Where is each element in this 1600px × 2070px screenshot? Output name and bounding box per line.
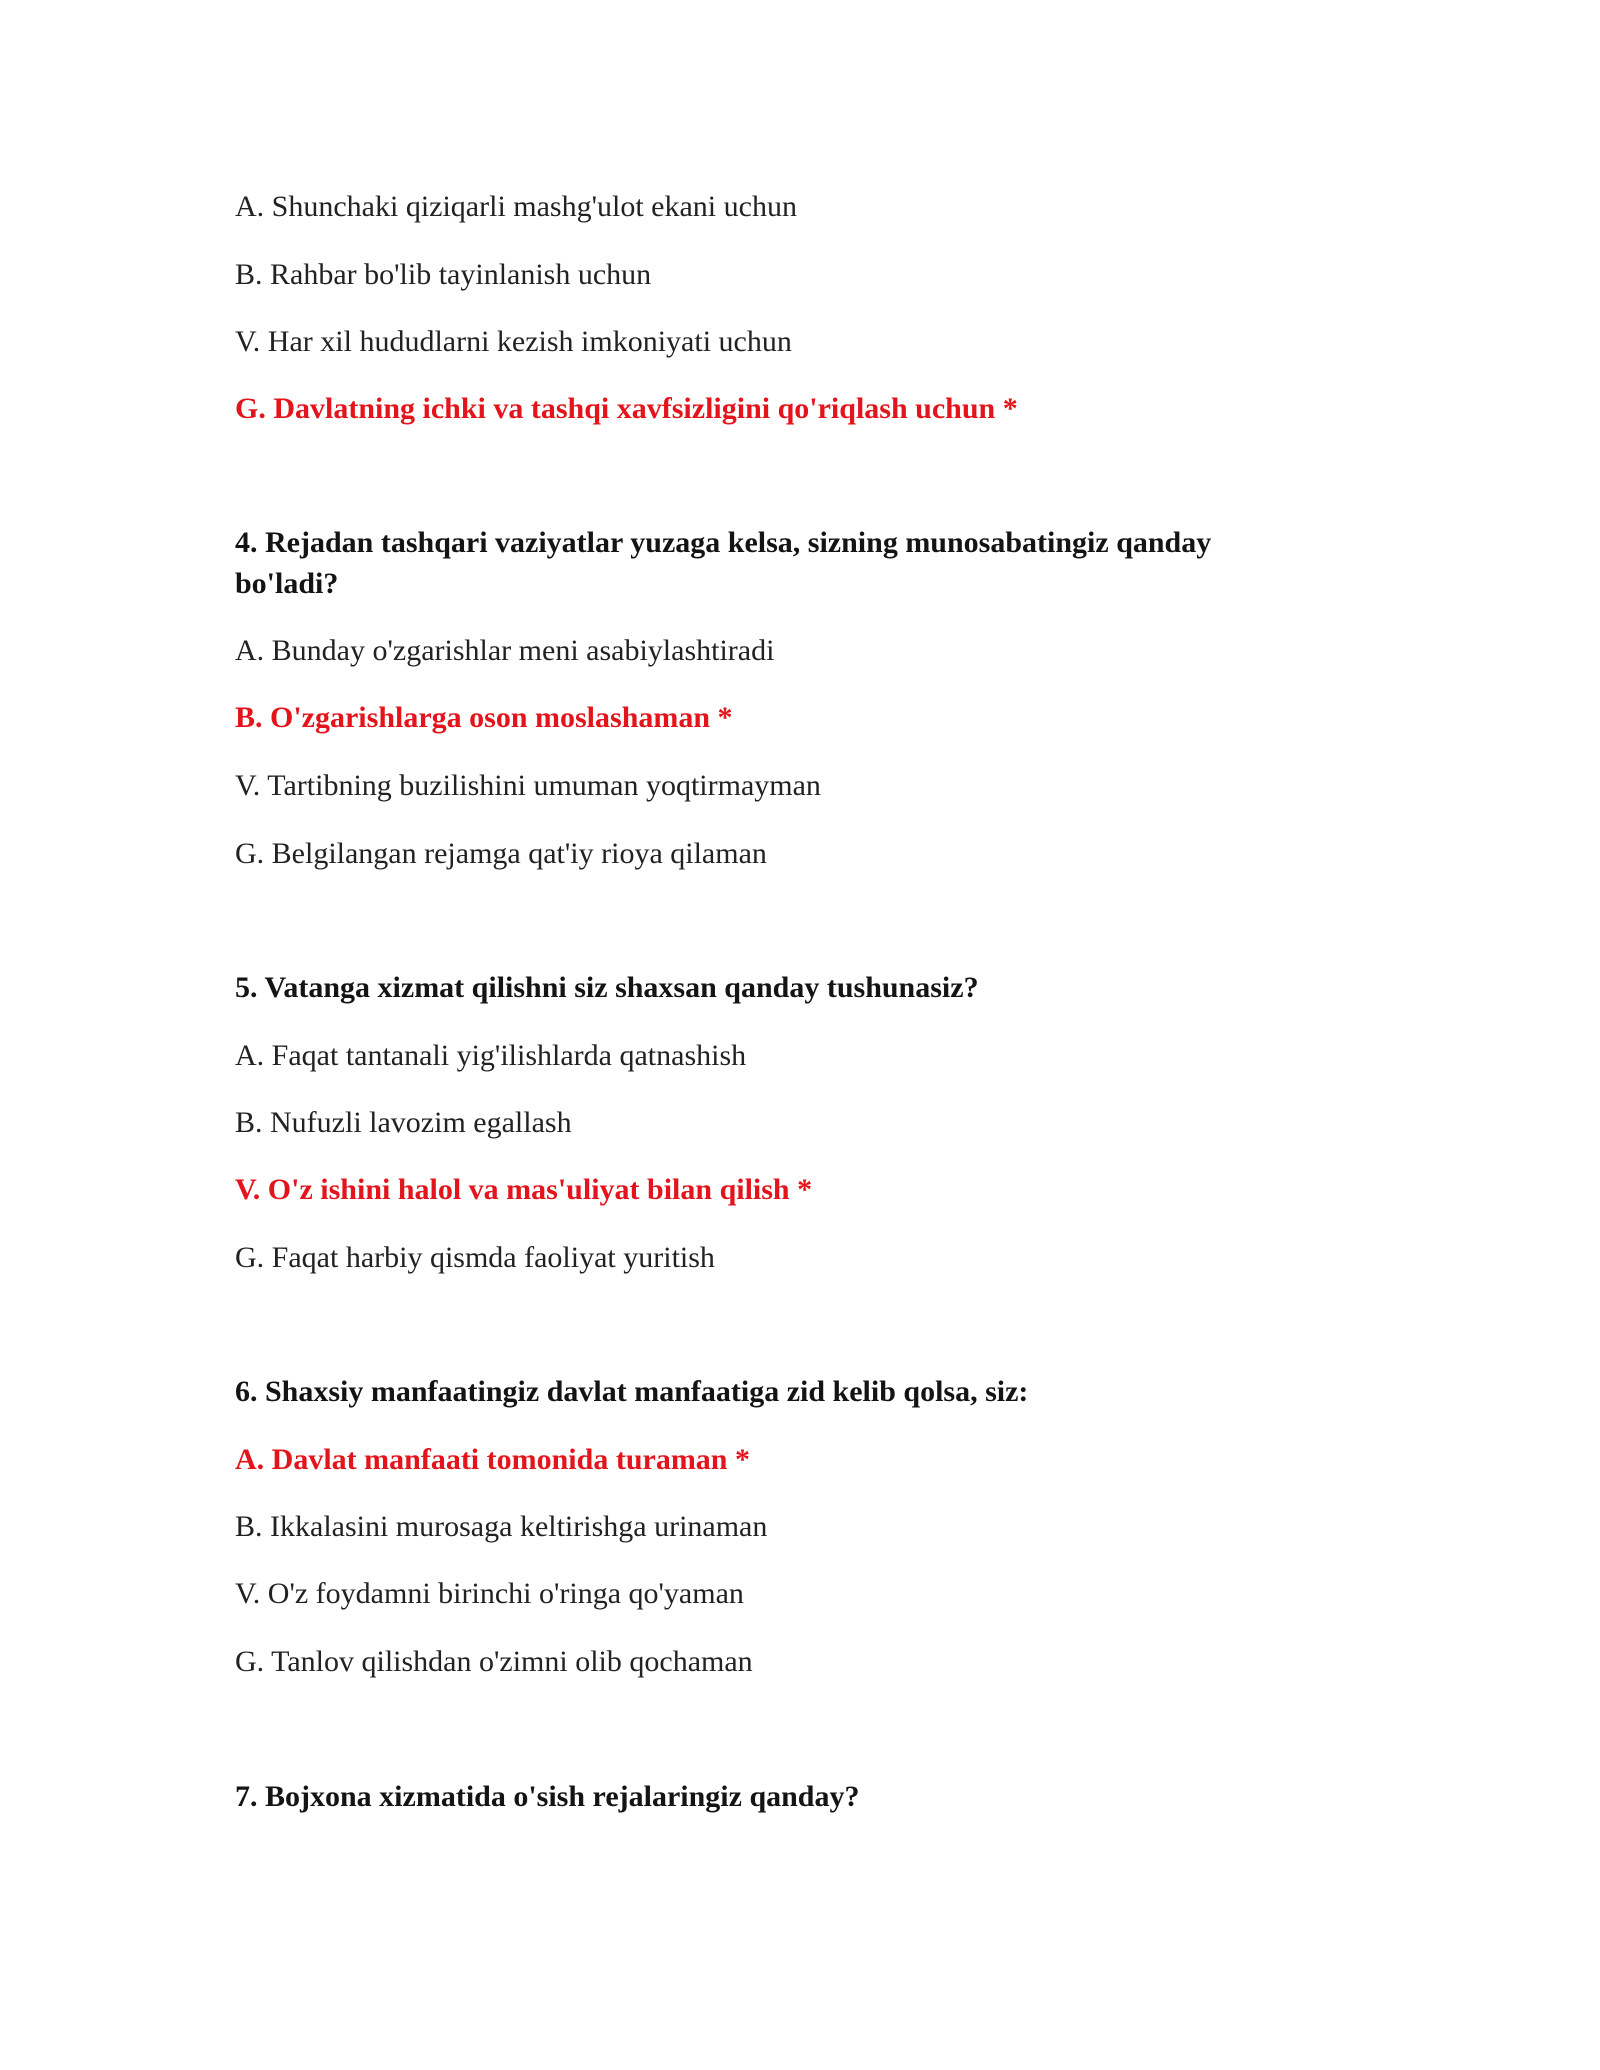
question-5-option-v-correct: V. O'z ishini halol va mas'uliyat bilan qilish * bbox=[235, 1173, 813, 1206]
question-5-option-a: A. Faqat tantanali yig'ilishlarda qatnashish bbox=[235, 1039, 747, 1072]
question-7-title: 7. Bojxona xizmatida o'sish rejalaringiz qanday? bbox=[235, 1780, 860, 1813]
question-5-option-b: B. Nufuzli lavozim egallash bbox=[235, 1106, 572, 1139]
question-4-title-line2: bo'ladi? bbox=[235, 567, 339, 600]
question-4-option-v: V. Tartibning buzilishini umuman yoqtirmayman bbox=[235, 769, 821, 802]
question-4-option-b-correct: B. O'zgarishlarga oson moslashaman * bbox=[235, 701, 733, 734]
question-4-title-line1: 4. Rejadan tashqari vaziyatlar yuzaga kelsa, sizning munosabatingiz qanday bbox=[235, 526, 1212, 559]
question-5-title: 5. Vatanga xizmat qilishni siz shaxsan qanday tushunasiz? bbox=[235, 971, 979, 1004]
option-prev-a: A. Shunchaki qiziqarli mashg'ulot ekani uchun bbox=[235, 190, 797, 223]
option-prev-b: B. Rahbar bo'lib tayinlanish uchun bbox=[235, 258, 652, 291]
question-5-option-g: G. Faqat harbiy qismda faoliyat yuritish bbox=[235, 1241, 715, 1274]
question-4-option-a: A. Bunday o'zgarishlar meni asabiylashtiradi bbox=[235, 634, 775, 667]
question-6-option-g: G. Tanlov qilishdan o'zimni olib qochaman bbox=[235, 1645, 753, 1678]
option-prev-g-correct: G. Davlatning ichki va tashqi xavfsizligini qo'riqlash uchun * bbox=[235, 392, 1018, 425]
question-6-option-v: V. O'z foydamni birinchi o'ringa qo'yaman bbox=[235, 1577, 744, 1610]
question-6-option-b: B. Ikkalasini murosaga keltirishga urinaman bbox=[235, 1510, 768, 1543]
question-6-title: 6. Shaxsiy manfaatingiz davlat manfaatiga zid kelib qolsa, siz: bbox=[235, 1375, 1029, 1408]
option-prev-v: V. Har xil hududlarni kezish imkoniyati uchun bbox=[235, 325, 792, 358]
question-4-option-g: G. Belgilangan rejamga qat'iy rioya qilaman bbox=[235, 837, 767, 870]
question-6-option-a-correct: A. Davlat manfaati tomonida turaman * bbox=[235, 1443, 750, 1476]
